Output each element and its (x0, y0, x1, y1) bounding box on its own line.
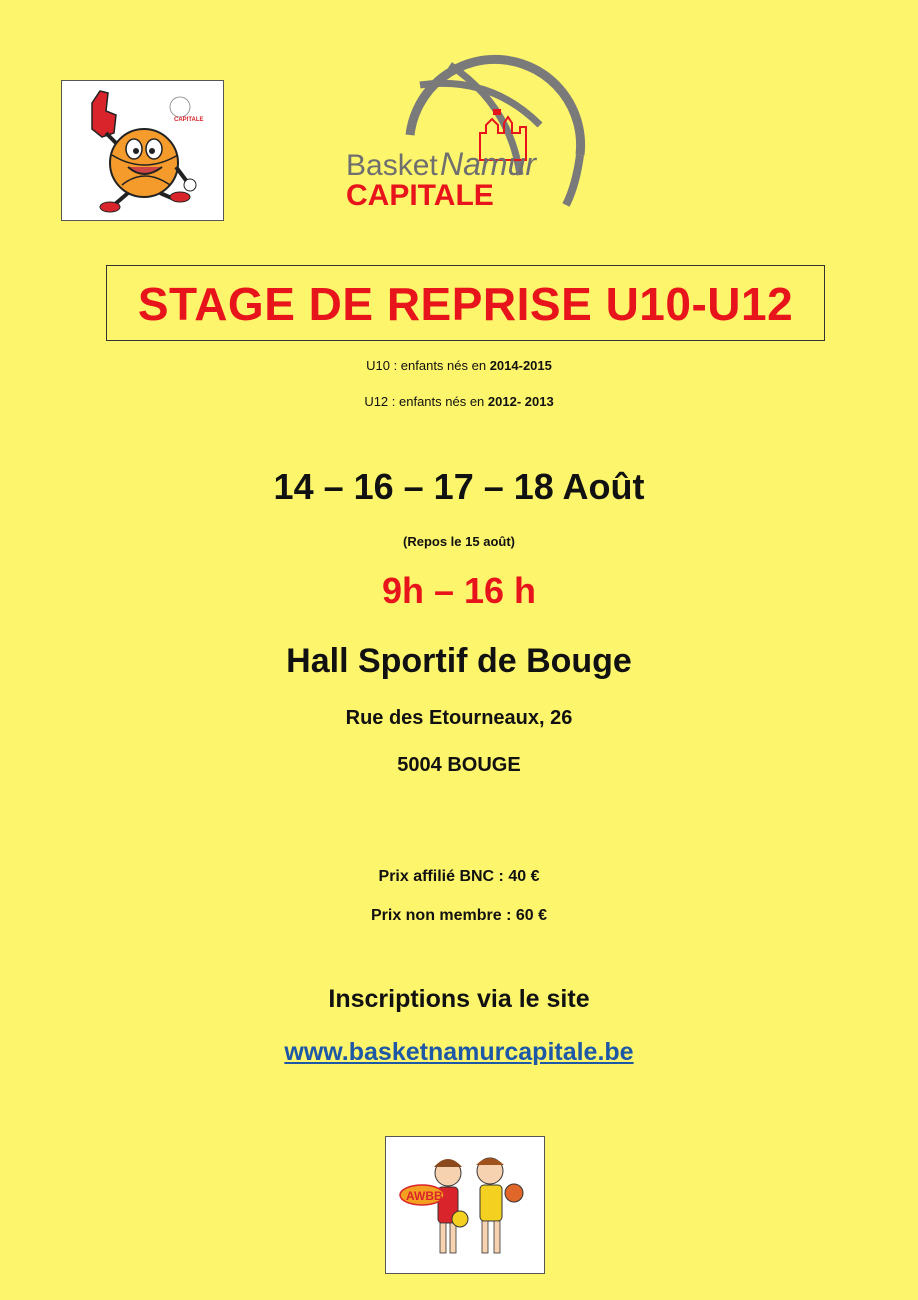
page-title: STAGE DE REPRISE U10-U12 (137, 278, 794, 330)
price-member: Prix affilié BNC : 40 € (378, 868, 540, 885)
registration-link-row (0, 1038, 918, 1067)
category-u10 (0, 358, 918, 373)
logo-capitale-text: CAPITALE (346, 179, 494, 212)
basket-namur-capitale-logo (340, 45, 590, 215)
category-u12 (0, 394, 918, 409)
logo-basket-text: Basket (346, 149, 438, 182)
category-u12-prefix: U12 : enfants nés en (364, 394, 488, 409)
rest-note: (Repos le 15 août) (403, 534, 515, 549)
category-u10-prefix: U10 : enfants nés en (366, 358, 490, 373)
stage-hours: 9h – 16 h (381, 570, 537, 611)
registration-text: Inscriptions via le site (328, 985, 590, 1013)
category-u12-years: 2012- 2013 (487, 394, 554, 409)
title-box (106, 265, 825, 341)
category-u10-years: 2014-2015 (489, 358, 552, 373)
awbb-kids-logo (386, 1137, 544, 1273)
venue-name: Hall Sportif de Bouge (286, 642, 632, 680)
stage-dates: 14 – 16 – 17 – 18 Août (273, 466, 645, 507)
mascot-image (61, 80, 224, 221)
logo-namur-text: Namur (440, 146, 537, 182)
registration-link[interactable]: www.basketnamurcapitale.be (284, 1038, 634, 1066)
mascot-sign-text: CAPITALE (174, 117, 204, 123)
venue-street: Rue des Etourneaux, 26 (345, 707, 573, 729)
awbb-image (385, 1136, 545, 1274)
awbb-label: AWBB (406, 1189, 443, 1203)
venue-city: 5004 BOUGE (397, 754, 521, 776)
basketball-mascot-icon (62, 81, 223, 220)
price-non-member: Prix non membre : 60 € (370, 907, 548, 924)
